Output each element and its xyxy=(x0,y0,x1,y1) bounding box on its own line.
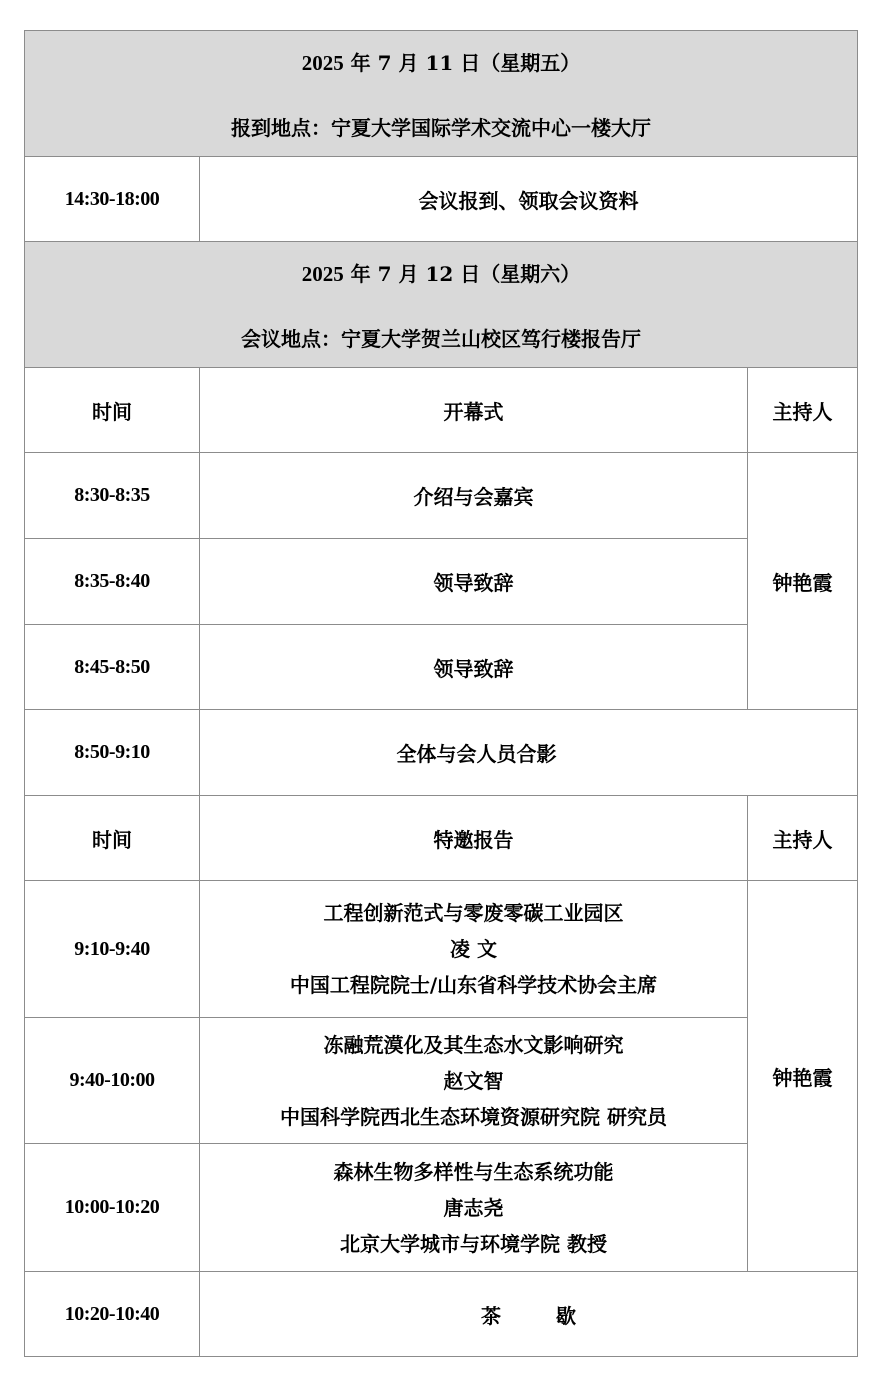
talk-affiliation: 中国科学院西北生态环境资源研究院 研究员 xyxy=(280,1104,667,1129)
talk-title: 森林生物多样性与生态系统功能 xyxy=(333,1159,614,1184)
day1-location: 报到地点：宁夏大学国际学术交流中心一楼大厅 xyxy=(231,115,651,140)
column-header-host: 主持人 xyxy=(748,368,858,453)
column-header-time: 时间 xyxy=(25,796,200,881)
talk-cell xyxy=(200,881,748,1018)
opening-time: 8:45-8:50 xyxy=(25,625,200,710)
photo-time: 8:50-9:10 xyxy=(25,710,200,796)
registration-activity: 会议报到、领取会议资料 xyxy=(200,157,858,242)
table-row xyxy=(25,881,858,1018)
column-header-session: 开幕式 xyxy=(200,368,748,453)
talk-speaker: 凌 文 xyxy=(450,937,497,961)
opening-host-name: 钟艳霞 xyxy=(748,453,858,710)
day2-date-rest: 年 7 月 12 日（星期六） xyxy=(343,261,581,286)
table-row xyxy=(25,539,858,625)
talk-title: 冻融荒漠化及其生态水文影响研究 xyxy=(323,1032,624,1057)
table-row xyxy=(25,1144,858,1272)
talk-speaker: 唐志尧 xyxy=(443,1195,504,1220)
day2-header xyxy=(25,242,858,368)
day1-header xyxy=(25,31,858,157)
talk-time: 10:00-10:20 xyxy=(25,1144,200,1272)
opening-activity: 领导致辞 xyxy=(200,625,748,710)
talk-time: 9:40-10:00 xyxy=(25,1018,200,1144)
talk-title: 工程创新范式与零废零碳工业园区 xyxy=(323,901,624,925)
day2-location: 会议地点：宁夏大学贺兰山校区笃行楼报告厅 xyxy=(241,326,641,351)
day2-header-row xyxy=(25,242,858,368)
day2-date xyxy=(31,258,851,287)
day1-date xyxy=(31,47,851,76)
day1-date-year: 2025 xyxy=(301,50,344,75)
tea-activity xyxy=(200,1272,858,1357)
column-header-time: 时间 xyxy=(25,368,200,453)
column-header-session: 特邀报告 xyxy=(200,796,748,881)
opening-time: 8:35-8:40 xyxy=(25,539,200,625)
table-row xyxy=(25,710,858,796)
keynote-host-name: 钟艳霞 xyxy=(748,881,858,1272)
tea-label: 茶 歇 xyxy=(481,1303,600,1328)
day1-header-row xyxy=(25,31,858,157)
opening-time: 8:30-8:35 xyxy=(25,453,200,539)
talk-cell xyxy=(200,1144,748,1272)
table-row xyxy=(25,157,858,242)
photo-activity: 全体与会人员合影 xyxy=(200,710,858,796)
talk-affiliation: 北京大学城市与环境学院 教授 xyxy=(340,1231,607,1256)
talk-speaker: 赵文智 xyxy=(443,1068,504,1093)
keynote-header-row xyxy=(25,796,858,881)
schedule-table xyxy=(24,30,858,1357)
tea-time: 10:20-10:40 xyxy=(25,1272,200,1357)
opening-header-row xyxy=(25,368,858,453)
registration-time: 14:30-18:00 xyxy=(25,157,200,242)
day2-date-year: 2025 xyxy=(301,261,344,286)
table-row xyxy=(25,625,858,710)
opening-activity: 介绍与会嘉宾 xyxy=(200,453,748,539)
talk-time: 9:10-9:40 xyxy=(25,881,200,1018)
table-row xyxy=(25,1272,858,1357)
talk-cell xyxy=(200,1018,748,1144)
day1-date-rest: 年 7 月 11 日（星期五） xyxy=(343,50,581,75)
table-row xyxy=(25,1018,858,1144)
talk-affiliation: 中国工程院院士/山东省科学技术协会主席 xyxy=(289,973,658,997)
table-row xyxy=(25,453,858,539)
opening-activity: 领导致辞 xyxy=(200,539,748,625)
column-header-host: 主持人 xyxy=(748,796,858,881)
